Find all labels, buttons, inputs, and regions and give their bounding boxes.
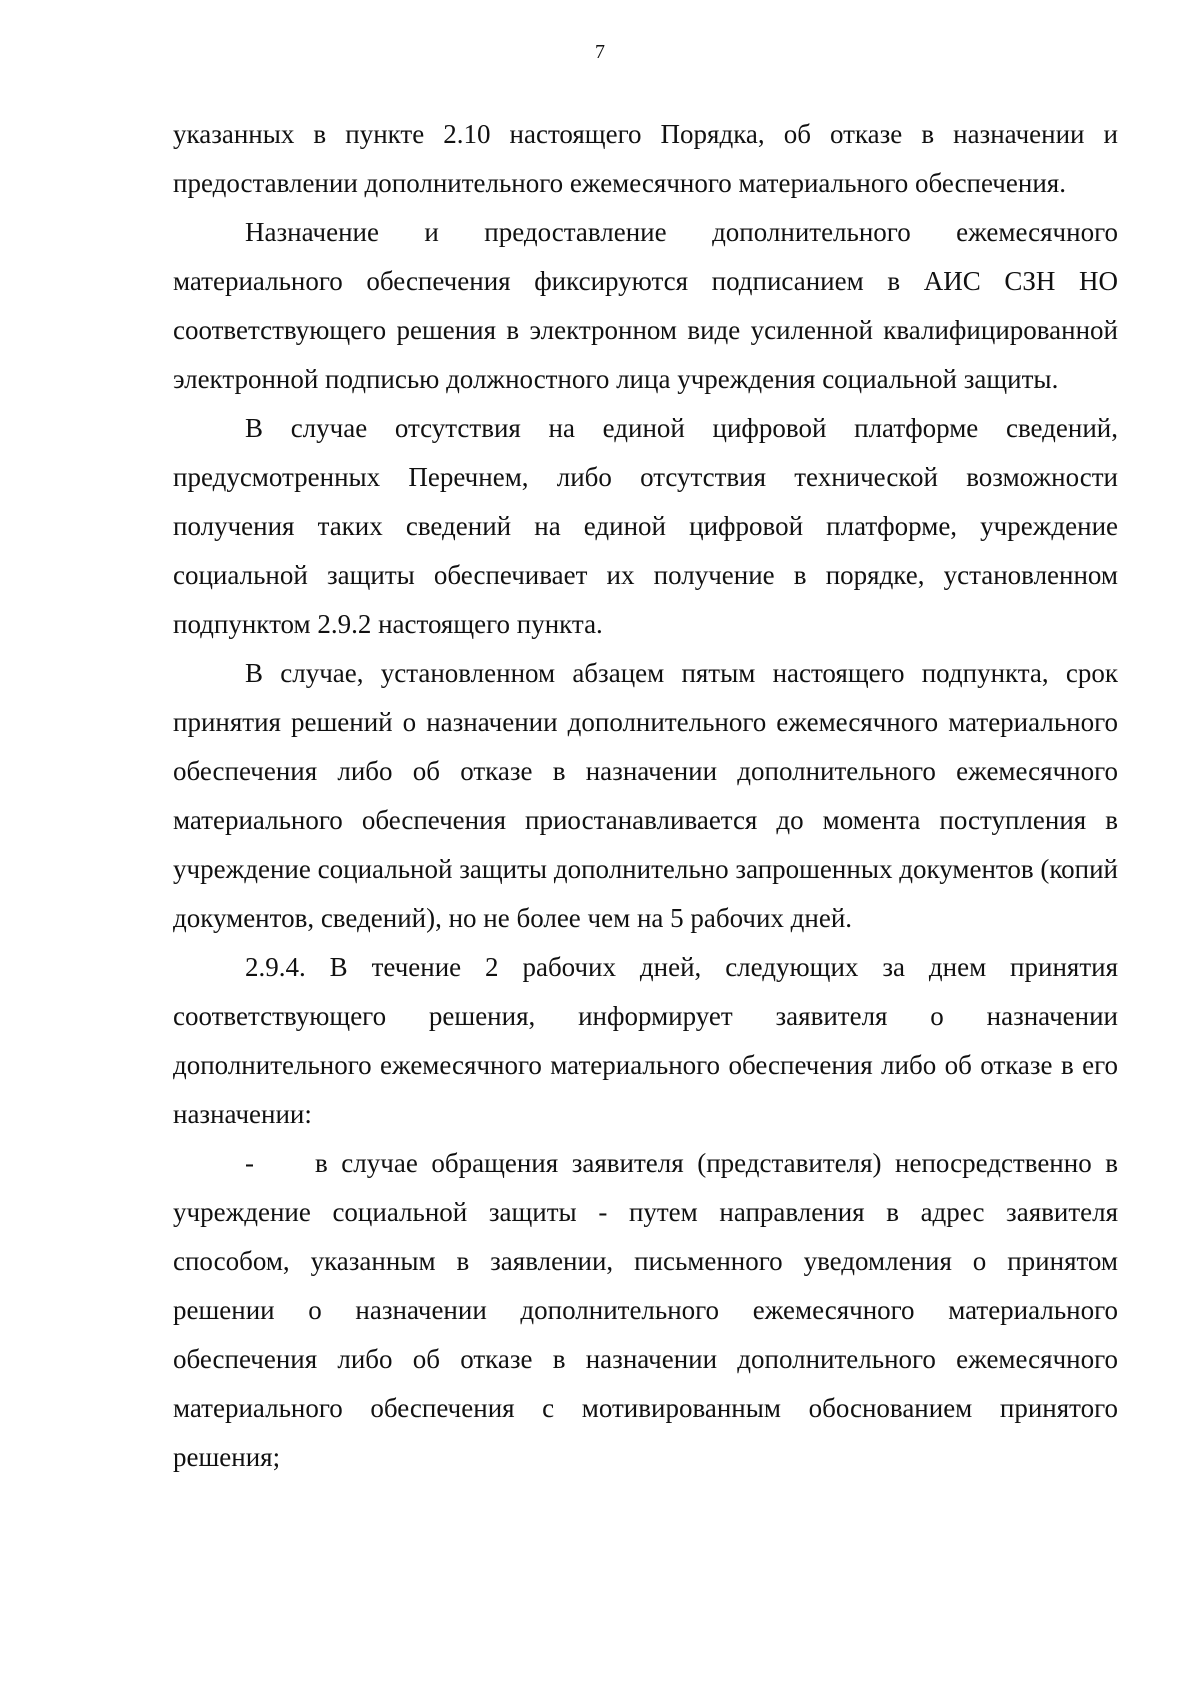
document-body [173,110,1118,1482]
list-item [173,1139,1118,1482]
paragraph-continuation: указанных в пункте 2.10 настоящего Порядка, об отказе в назначении и предоставлении дополнительного ежемесячного материального обеспечения. [173,119,1118,198]
paragraph: В случае, установленном абзацем пятым настоящего подпункта, срок принятия решений о назначении дополнительного ежемесячного материального обеспечения либо об отказе в назначении дополнительного ежемесячного материального обеспечения приостанавливается до момента поступления в учреждение социальной защиты дополнительно запрошенных документов (копий документов, сведений), но не более чем на 5 рабочих дней. [173,658,1118,933]
list-dash: - [245,1148,254,1178]
page-number: 7 [595,41,605,63]
list-item-text: в случае обращения заявителя (представителя) непосредственно в учреждение социальной защиты - путем направления в адрес заявителя способом, указанным в заявлении, письменного уведомления о принятом решении о назначении дополнительного ежемесячного материального обеспечения либо об отказе в назначении дополнительного ежемесячного материального обеспечения с мотивированным обоснованием принятого решения; [173,1148,1118,1472]
paragraph: Назначение и предоставление дополнительного ежемесячного материального обеспечения фиксируются подписанием в АИС СЗН НО соответствующего решения в электронном виде усиленной квалифицированной электронной подписью должностного лица учреждения социальной защиты. [173,217,1118,394]
paragraph-subclause: 2.9.4. В течение 2 рабочих дней, следующих за днем принятия соответствующего решения, информирует заявителя о назначении дополнительного ежемесячного материального обеспечения либо об отказе в его назначении: [173,952,1118,1129]
paragraph: В случае отсутствия на единой цифровой платформе сведений, предусмотренных Перечнем, либо отсутствия технической возможности получения таких сведений на единой цифровой платформе, учреждение социальной защиты обеспечивает их получение в порядке, установленном подпунктом 2.9.2 настоящего пункта. [173,413,1118,639]
